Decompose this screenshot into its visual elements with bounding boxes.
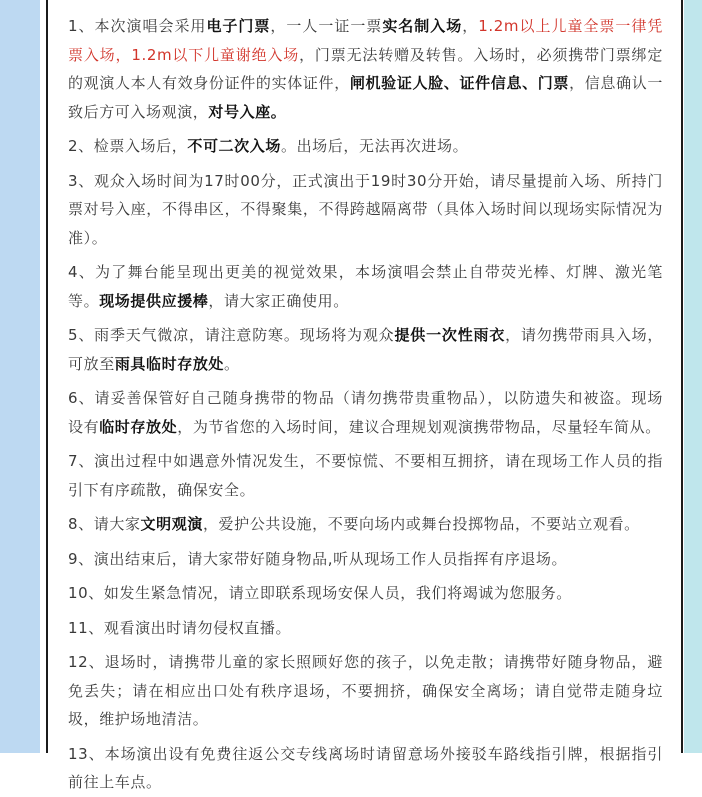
emphasis-text: 提供一次性雨衣 xyxy=(394,326,506,344)
rule-text: 。 xyxy=(224,354,240,373)
rule-text: ，爱护公共设施，不要向场内或舞台投掷物品，不要站立观看。 xyxy=(202,515,640,533)
rule-text: ，为节省您的入场时间，建议合理规划观演携带物品，尽量轻车简从。 xyxy=(177,417,661,436)
rule-item xyxy=(68,258,663,315)
emphasis-text: 闸机验证人脸、证件信息、门票 xyxy=(349,74,570,92)
emphasis-text: 文明观演 xyxy=(140,515,203,533)
rule-text: 2、检票入场后， xyxy=(68,137,188,155)
rule-item xyxy=(68,614,663,643)
right-decorative-border xyxy=(684,0,702,753)
rule-text: 8、请大家 xyxy=(68,515,141,533)
rule-text: 7、演出过程中如遇意外情况发生，不要惊慌、不要相互拥挤，请在现场工作人员的指引下有序疏散，确保安全。 xyxy=(68,452,663,499)
emphasis-text: 对号入座。 xyxy=(208,102,287,121)
rule-item xyxy=(68,447,663,504)
rule-text: 5、雨季天气微凉，请注意防寒。现场将为观众 xyxy=(68,326,395,344)
emphasis-text: 电子门票 xyxy=(206,17,271,35)
rule-text: 11、观看演出时请勿侵权直播。 xyxy=(68,618,292,637)
rule-item xyxy=(68,12,663,126)
rule-text: 。出场后，无法再次进场。 xyxy=(280,137,469,155)
rule-text: 13、本场演出设有免费往返公交专线离场时请留意场外接驳车路线指引牌，根据指引前往上车点。 xyxy=(68,744,663,791)
rule-text: ，请勿携带雨具入场，可放至 xyxy=(68,326,663,373)
emphasis-text: 实名制入场 xyxy=(382,17,463,35)
rule-item xyxy=(68,545,663,574)
emphasis-text: 现场提供应援棒 xyxy=(99,291,209,310)
rule-item xyxy=(68,510,663,539)
rule-item xyxy=(68,321,663,378)
highlight-text: 1.2m以上儿童全票一律凭票入场，1.2m以下儿童谢绝入场 xyxy=(68,17,663,64)
rule-text: 12、退场时，请携带儿童的家长照顾好您的孩子，以免走散；请携带好随身物品，避免丢失；请在相应出口处有秩序退场，不要拥挤，确保安全离场；请自觉带走随身垃圾，维护场地清洁。 xyxy=(68,653,663,728)
rule-text: 10、如发生紧急情况，请立即联系现场安保人员，我们将竭诚为您服务。 xyxy=(68,584,572,602)
notice-panel xyxy=(46,0,683,791)
rule-item xyxy=(68,579,663,608)
rule-item xyxy=(68,648,663,734)
rule-text: 6、请妥善保管好自己随身携带的物品（请勿携带贵重物品），以防遗失和被盗。现场设有 xyxy=(68,389,663,436)
rule-item xyxy=(68,740,663,797)
left-decorative-border xyxy=(0,0,40,753)
rule-text: 4、为了舞台能呈现出更美的视觉效果，本场演唱会禁止自带荧光棒、灯牌、激光笔等。 xyxy=(68,263,663,310)
rule-text: 9、演出结束后，请大家带好随身物品,听从现场工作人员指挥有序退场。 xyxy=(68,549,568,568)
emphasis-text: 不可二次入场 xyxy=(187,137,281,155)
rule-text: 3、观众入场时间为17时00分，正式演出于19时30分开始，请尽量提前入场、所持门票对号入座，不得串区，不得聚集，不得跨越隔离带（具体入场时间以现场实际情况为准）。 xyxy=(68,171,663,247)
rule-text: ，门票无法转赠及转售。入场时，必须携带门票绑定的观演人本人有效身份证件的实体证件， xyxy=(68,45,663,92)
rule-item xyxy=(68,132,663,161)
emphasis-text: 临时存放处 xyxy=(99,417,178,436)
rule-text: ， xyxy=(462,17,479,35)
emphasis-text: 雨具临时存放处 xyxy=(114,354,225,373)
rule-text: ，信息确认一致后方可入场观演， xyxy=(68,74,663,121)
rule-text: ，请大家正确使用。 xyxy=(208,291,349,310)
rule-text: 1、本次演唱会采用 xyxy=(68,17,207,35)
rule-text: ，一人一证一票 xyxy=(270,17,383,35)
rule-item xyxy=(68,167,663,253)
rule-item xyxy=(68,384,663,441)
rules-list xyxy=(68,12,663,797)
